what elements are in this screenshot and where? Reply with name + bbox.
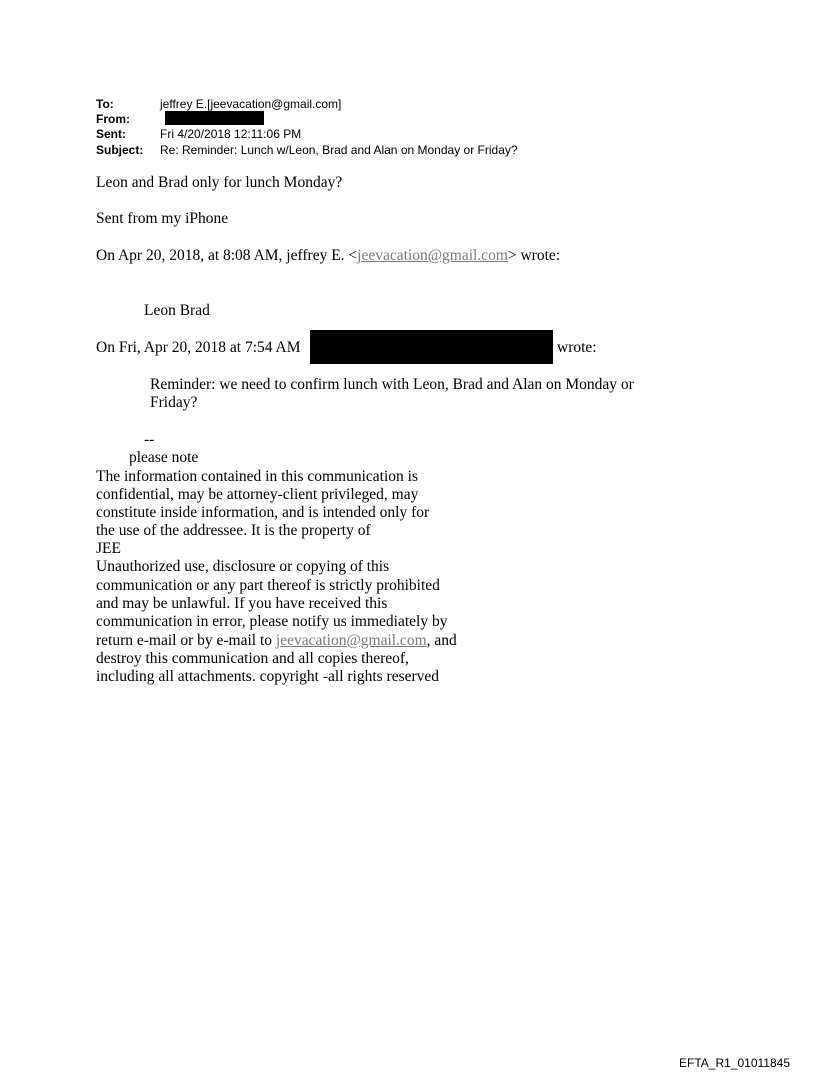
disclaimer-line: including all attachments. copyright -all rights reserved [96, 668, 440, 685]
disclaimer-line: communication in error, please notify us immediately by [96, 613, 448, 630]
disclaimer-line: Unauthorized use, disclosure or copying of this [96, 558, 390, 575]
reply-text: Leon Brad [144, 302, 210, 319]
document-id: EFTA_R1_01011845 [679, 1056, 790, 1070]
body-line-2: Sent from my iPhone [96, 210, 229, 227]
to-value: jeffrey E.[jeevacation@gmail.com] [160, 97, 342, 111]
disclaimer-line: JEE [96, 540, 121, 557]
disclaimer-line: communication or any part thereof is strictly prohibited [96, 577, 440, 594]
disclaimer-line: The information contained in this communication is [96, 468, 418, 485]
reminder-line-1: Reminder: we need to confirm lunch with Leon, Brad and Alan on Monday or [150, 376, 634, 393]
quote-header-2-wrote: wrote: [557, 339, 597, 356]
quote-header-2: On Fri, Apr 20, 2018 at 7:54 AM [96, 339, 301, 356]
disclaimer-email-link[interactable]: jeevacation@gmail.com [275, 632, 427, 649]
sent-label: Sent: [96, 127, 126, 141]
disclaimer-line: the use of the addressee. It is the property of [96, 522, 371, 539]
subject-value: Re: Reminder: Lunch w/Leon, Brad and Alan on Monday or Friday? [160, 143, 518, 157]
quote-header-1-suffix: > wrote: [507, 247, 561, 264]
disclaimer-line: and may be unlawful. If you have received this [96, 595, 388, 612]
from-label: From: [96, 112, 130, 126]
reminder-line-2: Friday? [150, 394, 198, 411]
to-label: To: [96, 97, 114, 111]
signature-note: please note [129, 449, 199, 466]
subject-label: Subject: [96, 143, 144, 157]
disclaimer-line: confidential, may be attorney-client privileged, may [96, 486, 419, 503]
disclaimer-email-suffix: , and [426, 632, 457, 649]
quote-header-1-prefix: On Apr 20, 2018, at 8:08 AM, jeffrey E. < [96, 247, 358, 264]
sent-value: Fri 4/20/2018 12:11:06 PM [160, 127, 302, 141]
disclaimer-line: constitute inside information, and is intended only for [96, 504, 430, 521]
from-redaction [165, 111, 264, 125]
disclaimer-email-prefix: return e-mail or by e-mail to [96, 632, 276, 649]
quote-header-1-email-link[interactable]: jeevacation@gmail.com [357, 247, 508, 264]
body-line-1: Leon and Brad only for lunch Monday? [96, 174, 343, 191]
disclaimer-email-line [96, 632, 457, 650]
signature-dashes: -- [144, 431, 155, 448]
sender-redaction [310, 330, 553, 364]
disclaimer-line: destroy this communication and all copies thereof, [96, 650, 409, 667]
quote-header-1 [96, 247, 560, 265]
